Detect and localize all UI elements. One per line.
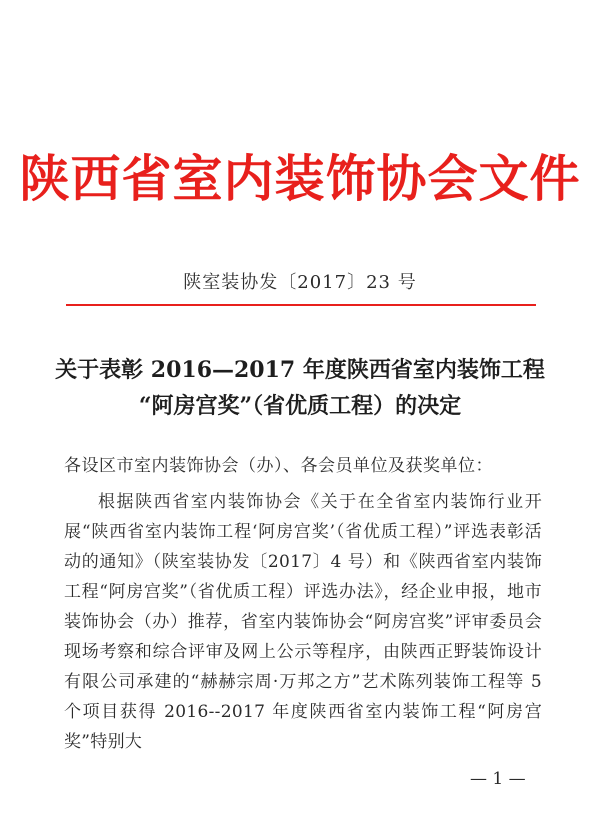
masthead-title: 陕西省室内装饰协会文件 (19, 149, 581, 208)
document-title (40, 352, 560, 424)
document-title-line1: 关于表彰 2016—2017 年度陕西省室内装饰工程 (55, 357, 545, 383)
body-text (64, 487, 542, 757)
document-number: 陕室装协发〔2017〕23 号 (183, 272, 417, 293)
red-divider-rule (66, 304, 536, 306)
salutation: 各设区市室内装饰协会（办）、各会员单位及获奖单位： (64, 456, 493, 476)
page-number: — 1 — (470, 769, 526, 789)
document-title-line2: “阿房宫奖”（省优质工程）的决定 (138, 393, 462, 419)
body-paragraph: 根据陕西省室内装饰协会《关于在全省室内装饰行业开展“陕西省室内装饰工程‘阿房宫奖’（省优质工程）”评选表彰活动的通知》（陕室装协发〔2017〕4 号）和《陕西省室内装饰工程“阿房宫奖”（省优质工程）评选办法》，经企业申报，地市装饰协会（办）推荐，省室内装饰协会“阿房宫奖”评审委员会现场考察和综合评审及网上公示等程序，由陕西正野装饰设计有限公司承建的“赫赫宗周·万邦之方”艺术陈列装饰工程等 5 个项目获得 2016--2017 年度陕西省室内装饰工程“阿房宫奖”特别大 (64, 492, 542, 752)
